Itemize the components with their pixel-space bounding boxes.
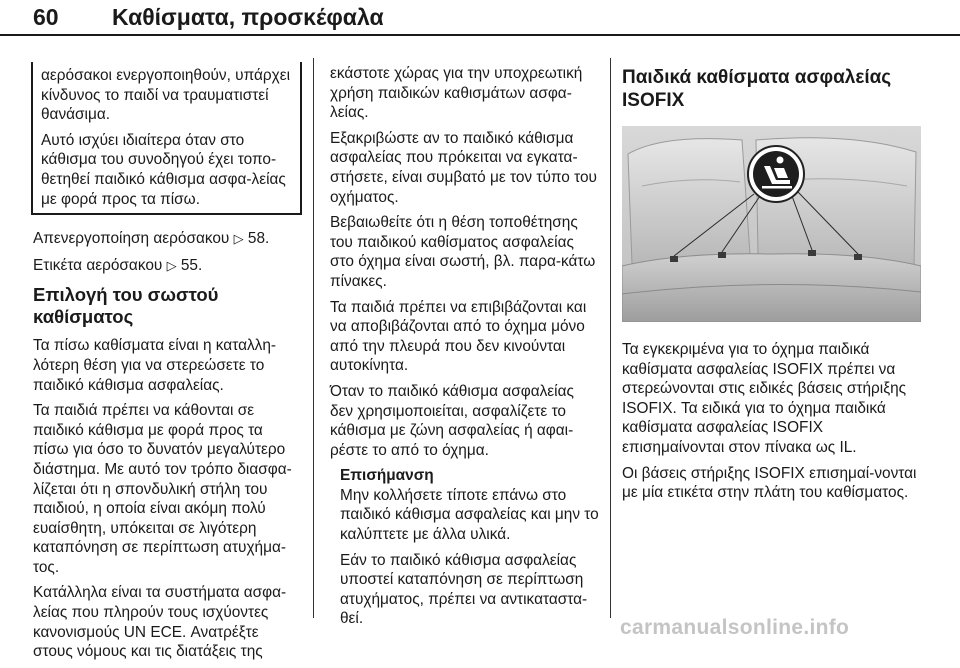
column-divider (610, 58, 611, 618)
cross-reference-text: Απενεργοποίηση αερόσακου (33, 230, 230, 248)
column-right (622, 66, 920, 509)
cross-reference[interactable]: Απενεργοποίηση αερόσακου ▷ 58. (33, 230, 270, 248)
body-paragraph: Όταν το παιδικό κάθισμα ασφαλείας δεν χρησιμοποιείται, ασφαλίζετε το κάθισμα με ζώνη ασφαλείας ή αφαι-ρέστε το από το όχημα. (330, 382, 574, 459)
page-ref-arrow-icon: ▷ (166, 258, 177, 274)
section-heading: Επιλογή του σωστού καθίσματος (33, 284, 219, 328)
column-left (33, 62, 298, 668)
warning-paragraph: Αυτό ισχύει ιδιαίτερα όταν στο κάθισμα του συνοδηγού έχει τοπο-θετηθεί παιδικό κάθισμα ασφα-λείας με φορά προς τα πίσω. (41, 131, 286, 208)
warning-box (31, 62, 302, 215)
cross-reference-page: 58 (247, 230, 266, 248)
body-paragraph: Οι βάσεις στήριξης ISOFIX επισημαί-νονται με μία ετικέτα στην πλάτη του καθίσματος. (622, 464, 917, 502)
page-ref-arrow-icon: ▷ (233, 232, 244, 248)
page-title: Καθίσματα, προσκέφαλα (112, 4, 384, 30)
watermark: carmanualsonline.info (620, 616, 850, 639)
note-paragraph: Μην κολλήσετε τίποτε επάνω στο παιδικό κάθισμα ασφαλείας και μην το καλύπτετε με άλλα υλικά. (340, 486, 599, 544)
body-paragraph: εκάστοτε χώρας για την υποχρεωτική χρήση παιδικών καθισμάτων ασφα-λείας. (330, 65, 583, 122)
body-paragraph: Κατάλληλα είναι τα συστήματα ασφα-λείας που πληρούν τους ισχύοντες κανονισμούς UN ECE. Ανατρέξτε στους νόμους και τις διατάξεις της (33, 584, 287, 661)
body-paragraph: Εξακριβώστε αν το παιδικό κάθισμα ασφαλείας που πρόκειται να εγκατα-στήσετε, είναι συμβατό με τον τύπο του οχήματος. (330, 129, 597, 206)
body-paragraph: Τα παιδιά πρέπει να κάθονται σε παιδικό κάθισμα με φορά προς τα πίσω για όσο το δυνατόν μεγαλύτερο διάστημα. Με αυτό τον τρόπο διασφα-λίζεται ότι η σπονδυλική στήλη του παιδιού, η οποία είναι ακόμη πολύ ευαίσθητη, υπόκειται σε λιγότερη καταπόνηση σε περίπτωση ατυχήμα-τος. (33, 402, 292, 576)
body-paragraph: Τα παιδιά πρέπει να επιβιβάζονται και να αποβιβάζονται από το όχημα μόνο από την πλευρά που δεν κινούνται αυτοκίνητα. (330, 298, 587, 375)
note-title: Επισήμανση (340, 467, 434, 485)
note-block (330, 466, 600, 629)
section-heading: Παιδικά καθίσματα ασφαλείας ISOFIX (622, 67, 892, 111)
cross-reference-text: Ετικέτα αερόσακου (33, 256, 163, 274)
page-number: 60 (33, 4, 59, 30)
header-rule (0, 34, 960, 36)
body-paragraph: Τα εγκεκριμένα για το όχημα παιδικά καθίσματα ασφαλείας ISOFIX πρέπει να στερεώνονται στις ειδικές βάσεις στήριξης ISOFIX. Τα ειδικά για το όχημα παιδικά καθίσματα ασφαλείας ISOFIX επισημαίνονται στον πίνακα ως IL. (622, 341, 907, 456)
isofix-seat-illustration (622, 126, 921, 322)
body-paragraph: Βεβαιωθείτε ότι η θέση τοποθέτησης του παιδικού καθίσματος ασφαλείας στο όχημα είναι σωστή, βλ. παρα-κάτω πίνακες. (330, 214, 596, 290)
note-paragraph: Εάν το παιδικό κάθισμα ασφαλείας υποστεί καταπόνηση σε περίπτωση ατυχήματος, πρέπει να αντικαταστα-θεί. (340, 551, 588, 628)
column-middle (330, 64, 600, 635)
rear-seat-drawing (622, 126, 921, 322)
column-divider (313, 58, 314, 618)
cross-reference[interactable]: Ετικέτα αερόσακου ▷ 55. (33, 256, 203, 274)
cross-reference-page: 55 (180, 256, 198, 274)
body-paragraph: Τα πίσω καθίσματα είναι η καταλλη-λότερη θέση για να στερεώσετε το παιδικό κάθισμα ασφαλείας. (33, 337, 277, 394)
page-header (0, 0, 960, 36)
warning-paragraph: αερόσακοι ενεργοποιηθούν, υπάρχει κίνδυνος το παιδί να τραυματιστεί θανάσιμα. (41, 67, 290, 124)
